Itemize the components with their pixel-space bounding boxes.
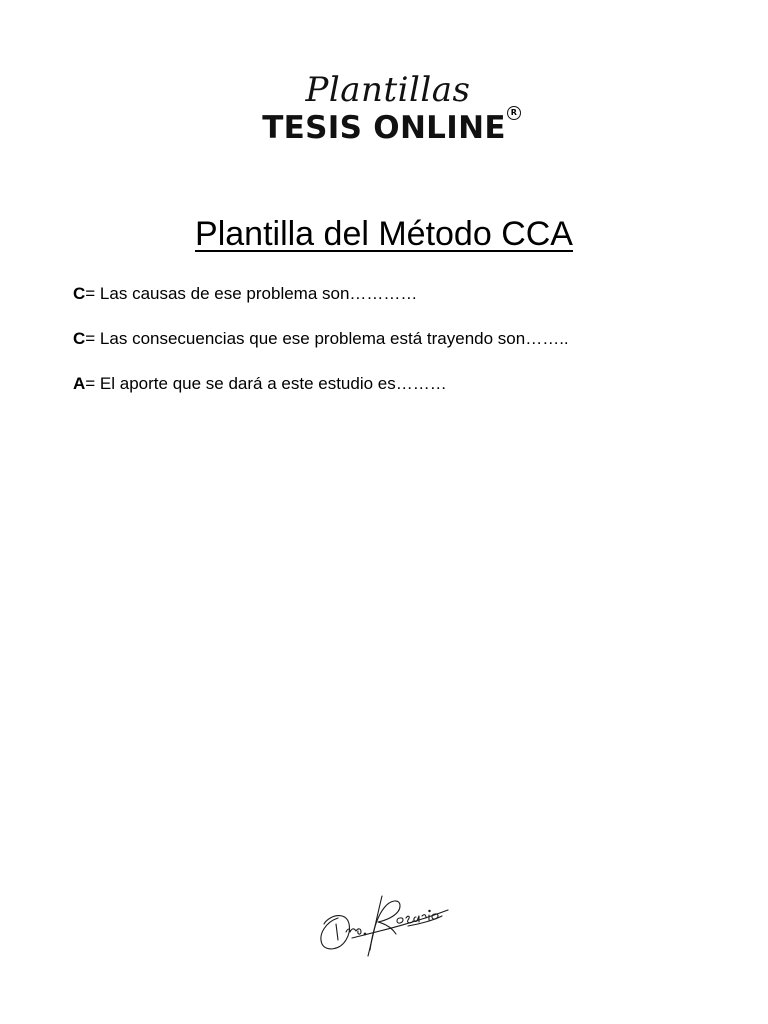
signature-icon [316,888,456,958]
logo-brand-text: TESIS ONLINE [262,110,506,146]
cca-line-causes [73,282,733,306]
document-title-text: Plantilla del Método CCA [195,215,573,253]
logo-brand-row [262,108,517,146]
cca-lines [73,282,733,417]
cca-letter: C [73,329,86,348]
brand-logo [0,70,768,146]
cca-line-text: = Las causas de ese problema son………… [85,284,418,303]
document-title [0,212,768,256]
cca-line-text: = El aporte que se dará a este estudio es……… [85,374,447,393]
cca-letter: A [73,374,86,393]
cca-line-consequences [73,327,733,351]
cca-letter: C [73,284,86,303]
logo-script-text: Plantillas [305,70,471,110]
cca-line-text: = Las consecuencias que ese problema está trayendo son…….. [85,329,569,348]
registered-trademark-icon: R [507,106,521,120]
cca-line-contribution [73,372,733,396]
